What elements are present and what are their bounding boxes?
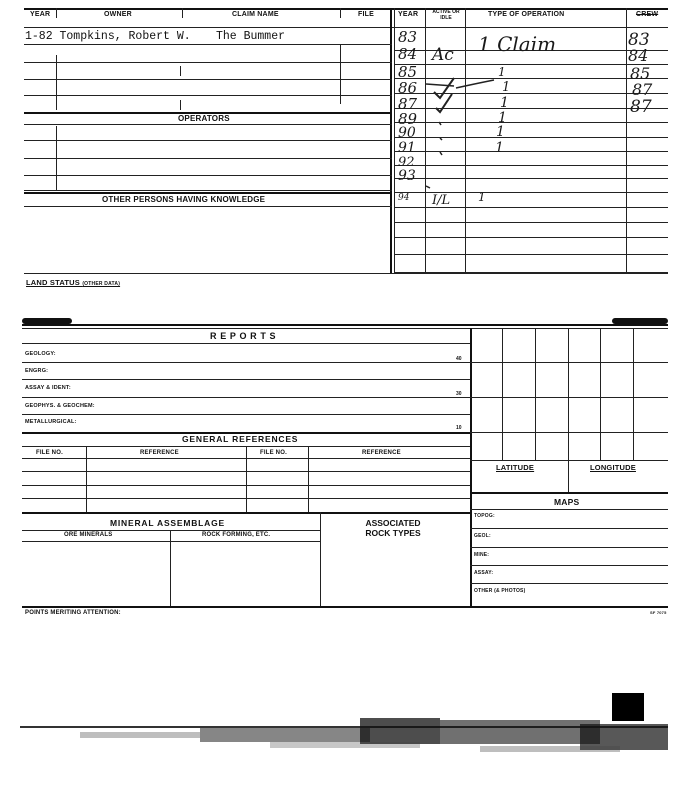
- report-metallurgical: METALLURGICAL:: [25, 419, 77, 425]
- maps-title: MAPS: [554, 497, 580, 507]
- year-83: 83: [398, 28, 418, 46]
- year-85: 85: [398, 63, 418, 81]
- maps-topog: TOPOG:: [474, 513, 495, 519]
- report-engrg: ENGRG:: [25, 368, 49, 374]
- claim-entry: The Bummer: [216, 30, 286, 43]
- report-num-10: 10: [456, 425, 462, 431]
- ref-header-ref-1: REFERENCE: [140, 450, 179, 456]
- header-active-idle: ACTIVE OR IDLE: [432, 9, 460, 21]
- rock-forming-label: ROCK FORMING, ETC.: [202, 532, 271, 538]
- operators-label: OPERATORS: [178, 114, 230, 123]
- report-num-40: 40: [456, 356, 462, 362]
- ore-minerals-label: ORE MINERALS: [64, 532, 113, 538]
- year-87: 87: [398, 95, 418, 113]
- header-year: YEAR: [30, 11, 51, 18]
- operation-91: 1: [495, 140, 504, 156]
- year-94: 94: [398, 193, 410, 203]
- operation-94: 1: [478, 190, 486, 204]
- year-90: 90: [398, 125, 416, 141]
- ref-header-file-1: FILE NO.: [36, 450, 63, 456]
- crew-86: 87: [632, 80, 653, 99]
- year-84: 84: [398, 45, 418, 63]
- operation-87: 1: [500, 95, 509, 111]
- header-type-of-operation: TYPE OF OPERATION: [488, 11, 565, 18]
- operation-claim: 1 Claim: [478, 32, 557, 56]
- maps-other: OTHER (& PHOTOS): [474, 588, 526, 594]
- crew-84: 84: [628, 46, 649, 65]
- maps-geol: GEOL:: [474, 533, 491, 539]
- report-num-30: 30: [456, 391, 462, 397]
- latitude-label: LATITUDE: [496, 463, 535, 472]
- header-claim-name: CLAIM NAME: [232, 11, 279, 18]
- handwritten-marks: [394, 28, 668, 208]
- operation-90: 1: [496, 124, 505, 140]
- crew-87: 87: [630, 97, 652, 117]
- owner-entry: 1-82 Tompkins, Robert W.: [25, 30, 191, 43]
- maps-mine: MINE:: [474, 552, 490, 558]
- general-references-title: GENERAL REFERENCES: [182, 434, 299, 444]
- mineral-assemblage-title: MINERAL ASSEMBLAGE: [110, 518, 225, 528]
- longitude-label: LONGITUDE: [590, 463, 636, 472]
- other-persons-label: OTHER PERSONS HAVING KNOWLEDGE: [102, 195, 266, 204]
- status-ac: Ac: [432, 45, 454, 65]
- land-status-sub: (OTHER DATA): [82, 281, 121, 287]
- year-86: 86: [398, 79, 418, 97]
- report-geology: GEOLOGY:: [25, 351, 56, 357]
- reports-title: R E P O R T S: [210, 331, 277, 341]
- year-92: 92: [398, 155, 415, 170]
- land-status-text: LAND STATUS: [26, 278, 81, 287]
- associated-rock-types-label: ASSOCIATED ROCK TYPES: [365, 518, 421, 538]
- year-89: 89: [398, 110, 418, 128]
- year-91: 91: [398, 140, 416, 156]
- status-il: I/L: [432, 193, 451, 208]
- crew-85: 85: [630, 64, 651, 83]
- land-status-label: [26, 278, 120, 287]
- header-year-2: YEAR: [398, 11, 419, 18]
- operation-86: 1: [502, 80, 511, 95]
- operation-89: 1: [498, 110, 507, 126]
- points-meriting-attention: POINTS MERITING ATTENTION:: [25, 610, 121, 616]
- ref-header-file-2: FILE NO.: [260, 450, 287, 456]
- operation-85: 1: [498, 65, 506, 79]
- ref-header-ref-2: REFERENCE: [362, 450, 401, 456]
- form-number: SF 7075: [650, 610, 667, 615]
- header-file: FILE: [358, 11, 374, 18]
- crew-83: 83: [628, 30, 650, 50]
- header-crew: CREW: [636, 11, 659, 18]
- scan-noise-band: [20, 714, 668, 764]
- year-93: 93: [398, 168, 416, 184]
- maps-assay: ASSAY:: [474, 570, 494, 576]
- report-geophys: GEOPHYS. & GEOCHEM:: [25, 403, 95, 409]
- report-assay: ASSAY & IDENT:: [25, 385, 71, 391]
- header-owner: OWNER: [104, 11, 132, 18]
